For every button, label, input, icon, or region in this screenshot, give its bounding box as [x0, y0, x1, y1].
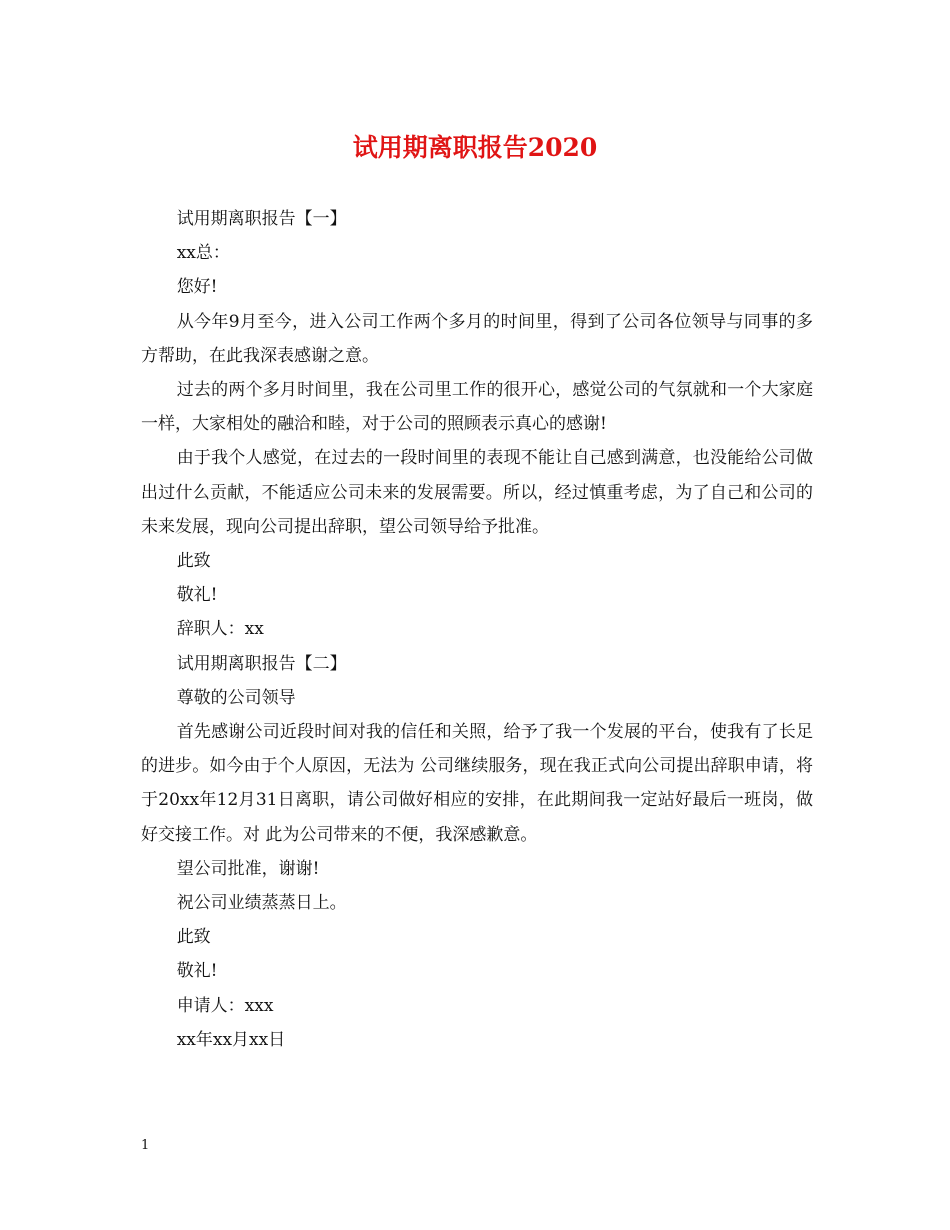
- page-title: 试用期离职报告2020: [352, 133, 598, 162]
- closing-line: 此致: [176, 551, 211, 572]
- body-paragraph: 由于我个人感觉，在过去的一段时间里的表现不能让自己感到满意，也没能给公司做出过什么贡献，不能适应公司未来的发展需要。所以，经过慎重考虑，为了自己和公司的未来发展，现向公司提出辞职，望公司领导给予批准。: [141, 448, 813, 537]
- closing-regards: 敬礼!: [176, 961, 218, 982]
- section-heading-one: 试用期离职报告【一】: [176, 209, 347, 229]
- greeting: 您好!: [176, 277, 218, 298]
- salutation: 尊敬的公司领导: [176, 687, 296, 708]
- closing-regards: 敬礼!: [176, 585, 218, 606]
- body-paragraph: 首先感谢公司近段时间对我的信任和关照，给予了我一个发展的平台，使我有了长足的进步。如今由于个人原因，无法为 公司继续服务，现在我正式向公司提出辞职申请，将于20xx年12月31日离职，请公司做好相应的安排，在此期间我一定站好最后一班岗，做好交接工作。对 此为公司带来的不便，我深感歉意。: [141, 722, 813, 845]
- body-paragraph: 从今年9月至今，进入公司工作两个多月的时间里，得到了公司各位领导与同事的多方帮助，在此我深表感谢之意。: [141, 311, 813, 366]
- page-number: 1: [141, 1138, 150, 1153]
- salutation: xx总：: [176, 243, 230, 264]
- document-body: [141, 202, 813, 1057]
- date-line: xx年xx月xx日: [176, 1029, 286, 1050]
- signature-line: 申请人：xxx: [176, 995, 274, 1016]
- body-paragraph: 过去的两个多月时间里，我在公司里工作的很开心，感觉公司的气氛就和一个大家庭一样，大家相处的融洽和睦，对于公司的照顾表示真心的感谢!: [141, 380, 813, 435]
- closing-line: 此致: [176, 927, 211, 948]
- body-paragraph: 祝公司业绩蒸蒸日上。: [176, 893, 347, 914]
- signature-line: 辞职人：xx: [176, 619, 264, 640]
- section-heading-two: 试用期离职报告【二】: [176, 653, 347, 674]
- body-paragraph: 望公司批准，谢谢!: [176, 858, 320, 879]
